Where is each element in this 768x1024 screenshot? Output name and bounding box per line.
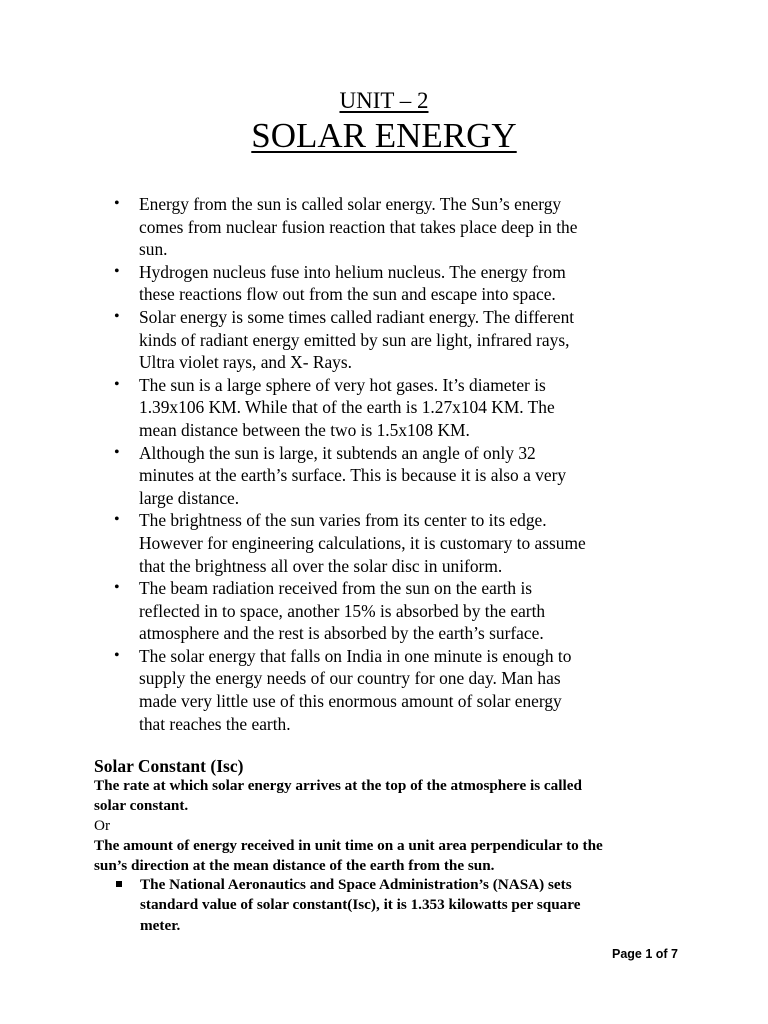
bullet-item: • Hydrogen nucleus fuse into helium nucleus. The energy from these reactions flow out from the sun and escape into space.	[114, 261, 566, 305]
document-title: SOLAR ENERGY	[251, 116, 517, 155]
definition-paragraph: The rate at which solar energy arrives at the top of the atmosphere is called solar constant.	[94, 777, 582, 814]
bullet-item: • Energy from the sun is called solar energy. The Sun’s energy comes from nuclear fusion reaction that takes place deep in the sun.	[114, 194, 578, 260]
bullet-icon: •	[114, 195, 120, 212]
or-separator: Or	[94, 817, 111, 834]
bullet-item: • Although the sun is large, it subtends an angle of only 32 minutes at the earth’s surface. This is because it is also a very large distance.	[114, 442, 567, 508]
square-bullet-item: The National Aeronautics and Space Administration’s (NASA) sets standard value of solar constant(Isc), it is 1.353 kilowatts per square meter.	[116, 875, 676, 936]
bullet-icon: •	[114, 375, 120, 393]
bullet-icon: •	[114, 262, 120, 280]
section-heading-solar-constant: Solar Constant (Isc)	[94, 756, 244, 776]
square-bullet-list	[116, 875, 676, 936]
unit-heading: UNIT – 2	[339, 88, 429, 113]
bullet-list	[112, 193, 682, 735]
bullet-icon: •	[114, 511, 120, 529]
bullet-item: • The solar energy that falls on India in one minute is enough to supply the energy needs of our country for one day. Man has made very little use of this enormous amount of solar energy that reaches the earth.	[114, 645, 572, 734]
page-number: Page 1 of 7	[612, 947, 678, 961]
bullet-item: • The sun is a large sphere of very hot gases. It’s diameter is 1.39x106 KM. While that of the earth is 1.27x104 KM. The mean distance between the two is 1.5x108 KM.	[114, 374, 555, 440]
bullet-icon: •	[114, 646, 120, 664]
definition-paragraph-alt: The amount of energy received in unit time on a unit area perpendicular to the sun’s direction at the mean distance of the earth from the sun.	[94, 837, 603, 874]
bullet-item: • The brightness of the sun varies from its center to its edge. However for engineering calculations, it is customary to assume that the brightness all over the solar disc in uniform.	[114, 510, 586, 576]
bullet-icon: •	[114, 579, 120, 597]
bullet-icon: •	[114, 443, 120, 461]
bullet-item: • Solar energy is some times called radiant energy. The different kinds of radiant energy emitted by sun are light, infrared rays, Ultra violet rays, and X- Rays.	[114, 306, 575, 373]
bullet-icon: •	[114, 307, 120, 325]
bullet-item: • The beam radiation received from the sun on the earth is reflected in to space, another 15% is absorbed by the earth atmosphere and the rest is absorbed by the earth’s surface.	[114, 578, 546, 644]
square-bullet-icon	[116, 881, 122, 887]
